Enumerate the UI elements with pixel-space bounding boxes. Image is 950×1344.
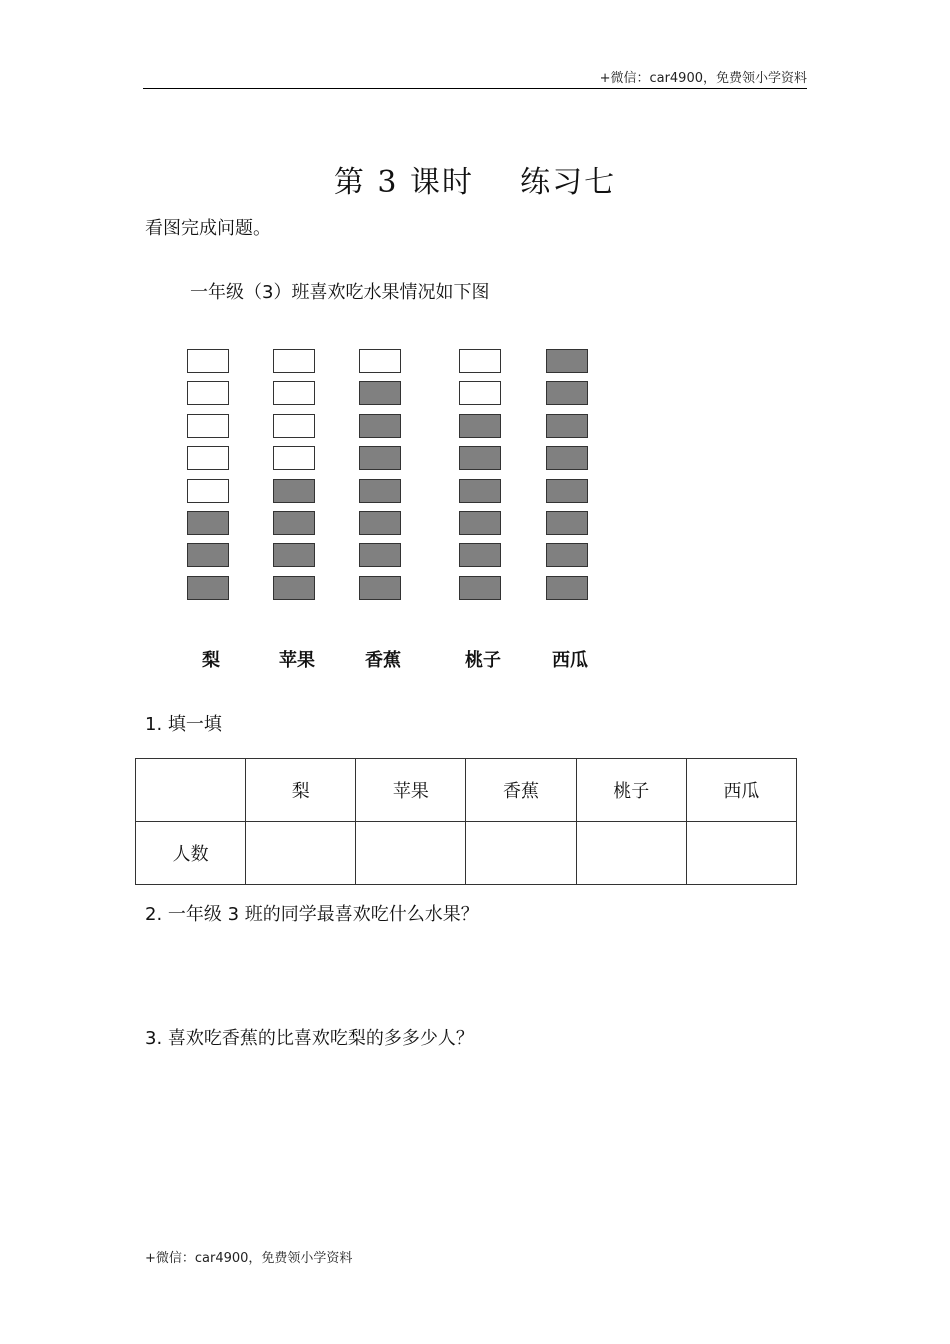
chart-cell-filled	[273, 511, 315, 535]
chart-cell-empty	[273, 381, 315, 405]
chart-cell-empty	[187, 414, 229, 438]
answer-cell[interactable]	[356, 822, 466, 885]
chart-cell-filled	[187, 576, 229, 600]
chart-cell-filled	[187, 543, 229, 567]
chart-cell-empty	[187, 479, 229, 503]
chart-cell-filled	[459, 511, 501, 535]
chart-cell-filled	[546, 381, 588, 405]
table-header-row	[136, 759, 797, 822]
table-row-label: 人数	[136, 822, 246, 885]
chart-cell-filled	[546, 479, 588, 503]
chart-cell-filled	[359, 381, 401, 405]
footer-note: +微信：car4900，免费领小学资料	[145, 1251, 353, 1266]
chart-cell-empty	[273, 414, 315, 438]
answer-cell[interactable]	[246, 822, 356, 885]
chart-cell-filled	[359, 446, 401, 470]
chart-cell-filled	[459, 479, 501, 503]
chart-cell-filled	[546, 511, 588, 535]
chart-cell-filled	[546, 446, 588, 470]
table-row	[136, 822, 797, 885]
table-header-cell: 桃子	[576, 759, 686, 822]
answer-cell[interactable]	[686, 822, 796, 885]
chart-cell-filled	[273, 576, 315, 600]
chart-caption: 一年级（3）班喜欢吃水果情况如下图	[190, 282, 490, 303]
chart-cell-empty	[187, 446, 229, 470]
table-header-cell: 香蕉	[466, 759, 576, 822]
table-header-cell: 梨	[246, 759, 356, 822]
chart-cell-filled	[359, 511, 401, 535]
chart-cell-filled	[459, 446, 501, 470]
question-2: 2. 一年级 3 班的同学最喜欢吃什么水果？	[145, 904, 479, 925]
page-title: 第 3 课时 练习七	[333, 165, 617, 200]
chart-cell-empty	[459, 381, 501, 405]
chart-cell-empty	[273, 349, 315, 373]
header-note: +微信：car4900，免费领小学资料	[599, 71, 807, 86]
chart-cell-empty	[359, 349, 401, 373]
fill-in-table	[135, 758, 797, 885]
chart-cell-filled	[546, 414, 588, 438]
chart-cell-filled	[546, 349, 588, 373]
category-label: 西瓜	[552, 650, 588, 671]
category-label: 桃子	[465, 650, 501, 671]
chart-cell-empty	[187, 349, 229, 373]
chart-cell-filled	[273, 543, 315, 567]
chart-cell-filled	[359, 576, 401, 600]
table-header-cell: 西瓜	[686, 759, 796, 822]
chart-cell-filled	[459, 576, 501, 600]
table-header-cell: 苹果	[356, 759, 466, 822]
question-1: 1. 填一填	[145, 714, 222, 735]
chart-cell-filled	[546, 543, 588, 567]
answer-cell[interactable]	[576, 822, 686, 885]
chart-cell-empty	[459, 349, 501, 373]
pictograph-chart	[0, 340, 950, 690]
chart-cell-filled	[187, 511, 229, 535]
table-corner-cell	[136, 759, 246, 822]
chart-cell-filled	[359, 414, 401, 438]
chart-cell-filled	[359, 479, 401, 503]
question-3: 3. 喜欢吃香蕉的比喜欢吃梨的多多少人？	[145, 1028, 474, 1049]
category-label: 苹果	[279, 650, 315, 671]
chart-cell-empty	[187, 381, 229, 405]
answer-cell[interactable]	[466, 822, 576, 885]
instruction-text: 看图完成问题。	[145, 218, 271, 239]
chart-cell-filled	[546, 576, 588, 600]
header-rule	[143, 88, 807, 89]
category-label: 梨	[202, 650, 220, 671]
chart-cell-empty	[273, 446, 315, 470]
chart-cell-filled	[459, 414, 501, 438]
chart-cell-filled	[459, 543, 501, 567]
category-label: 香蕉	[365, 650, 401, 671]
chart-cell-filled	[359, 543, 401, 567]
chart-cell-filled	[273, 479, 315, 503]
